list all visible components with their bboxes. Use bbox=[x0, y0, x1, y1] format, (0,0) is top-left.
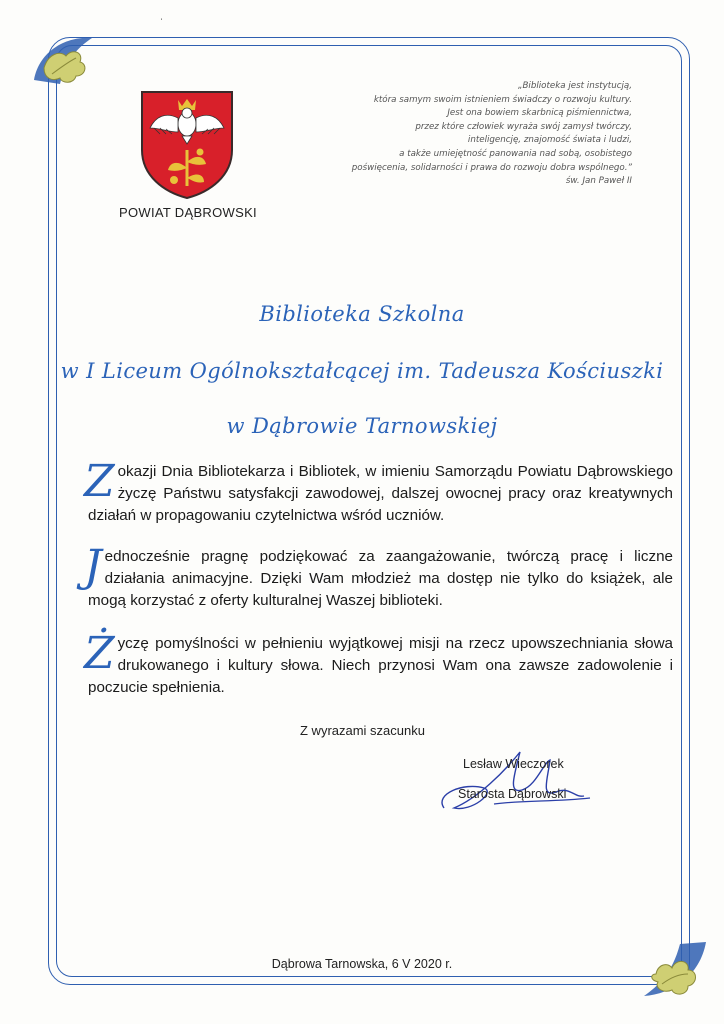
decorative-initial: J bbox=[84, 541, 102, 592]
quote-line: Jest ona bowiem skarbnicą piśmiennictwa, bbox=[447, 108, 632, 119]
signer-name: Lesław Wieczorek bbox=[463, 757, 564, 771]
place-and-date: Dąbrowa Tarnowska, 6 V 2020 r. bbox=[271, 957, 453, 971]
paragraph-text: okazji Dnia Bibliotekarza i Bibliotek, w imieniu Samorządu Powiatu Dąbrowskiego życzę Państwu satysfakcji zawodowej, dalszej owocnej pracy oraz kreatywnych działań w propagowaniu czytelnictwa wśród uczniów. bbox=[88, 463, 673, 524]
body-paragraph-2 bbox=[84, 541, 673, 612]
quote-line: która samym swoim istnieniem świadczy o rozwoju kultury. bbox=[373, 94, 632, 105]
oak-leaf-corner-top-left-icon bbox=[30, 28, 100, 90]
coat-of-arms-icon bbox=[138, 88, 236, 200]
recipient-line-1: Biblioteka Szkolna bbox=[259, 302, 465, 326]
paragraph-text: yczę pomyślności w pełnieniu wyjątkowej misji na rzecz upowszechniania słowa drukowanego i kultury słowa. Niech przynosi Wam ona zawsze zadowolenie i poczucie spełnienia. bbox=[88, 635, 673, 696]
recipient-line-2: w I Liceum Ogólnokształcącej im. Tadeusza Kościuszki bbox=[60, 359, 664, 383]
closing-greeting: Z wyrazami szacunku bbox=[300, 723, 425, 738]
signer-role: Starosta Dąbrowski bbox=[458, 787, 567, 801]
decorative-initial: Ż bbox=[84, 628, 115, 679]
body-paragraph-1 bbox=[84, 456, 673, 527]
paragraph-text: ednocześnie pragnę podziękować za zaangażowanie, twórczą pracę i liczne działania animacyjne. Dzięki Wam młodzież ma dostęp nie tylko do książek, ale mogą korzystać z oferty kulturalnej Waszej biblioteki. bbox=[88, 548, 673, 609]
org-name: POWIAT DĄBROWSKI bbox=[119, 205, 257, 220]
quote-line: poświęcenia, solidarności i prawa do rozwoju dobra wspólnego.” bbox=[351, 162, 632, 173]
quote-line: przez które człowiek wyraża swój zamysł twórczy, bbox=[415, 121, 632, 132]
decorative-initial: Z bbox=[84, 456, 115, 507]
quote-line: inteligencję, znajomość świata i ludzi, bbox=[467, 135, 632, 146]
quote-line: a także umiejętność panowania nad sobą, osobistego bbox=[399, 148, 632, 159]
quote-line: „Biblioteka jest instytucją, bbox=[517, 81, 632, 91]
scan-mark: ˈ bbox=[160, 18, 164, 29]
quote-block bbox=[302, 80, 632, 189]
body-paragraph-3 bbox=[84, 628, 673, 699]
quote-author: św. Jan Paweł II bbox=[565, 176, 632, 187]
handwritten-signature-icon bbox=[424, 742, 594, 822]
recipient-line-3: w Dąbrowie Tarnowskiej bbox=[226, 414, 498, 438]
